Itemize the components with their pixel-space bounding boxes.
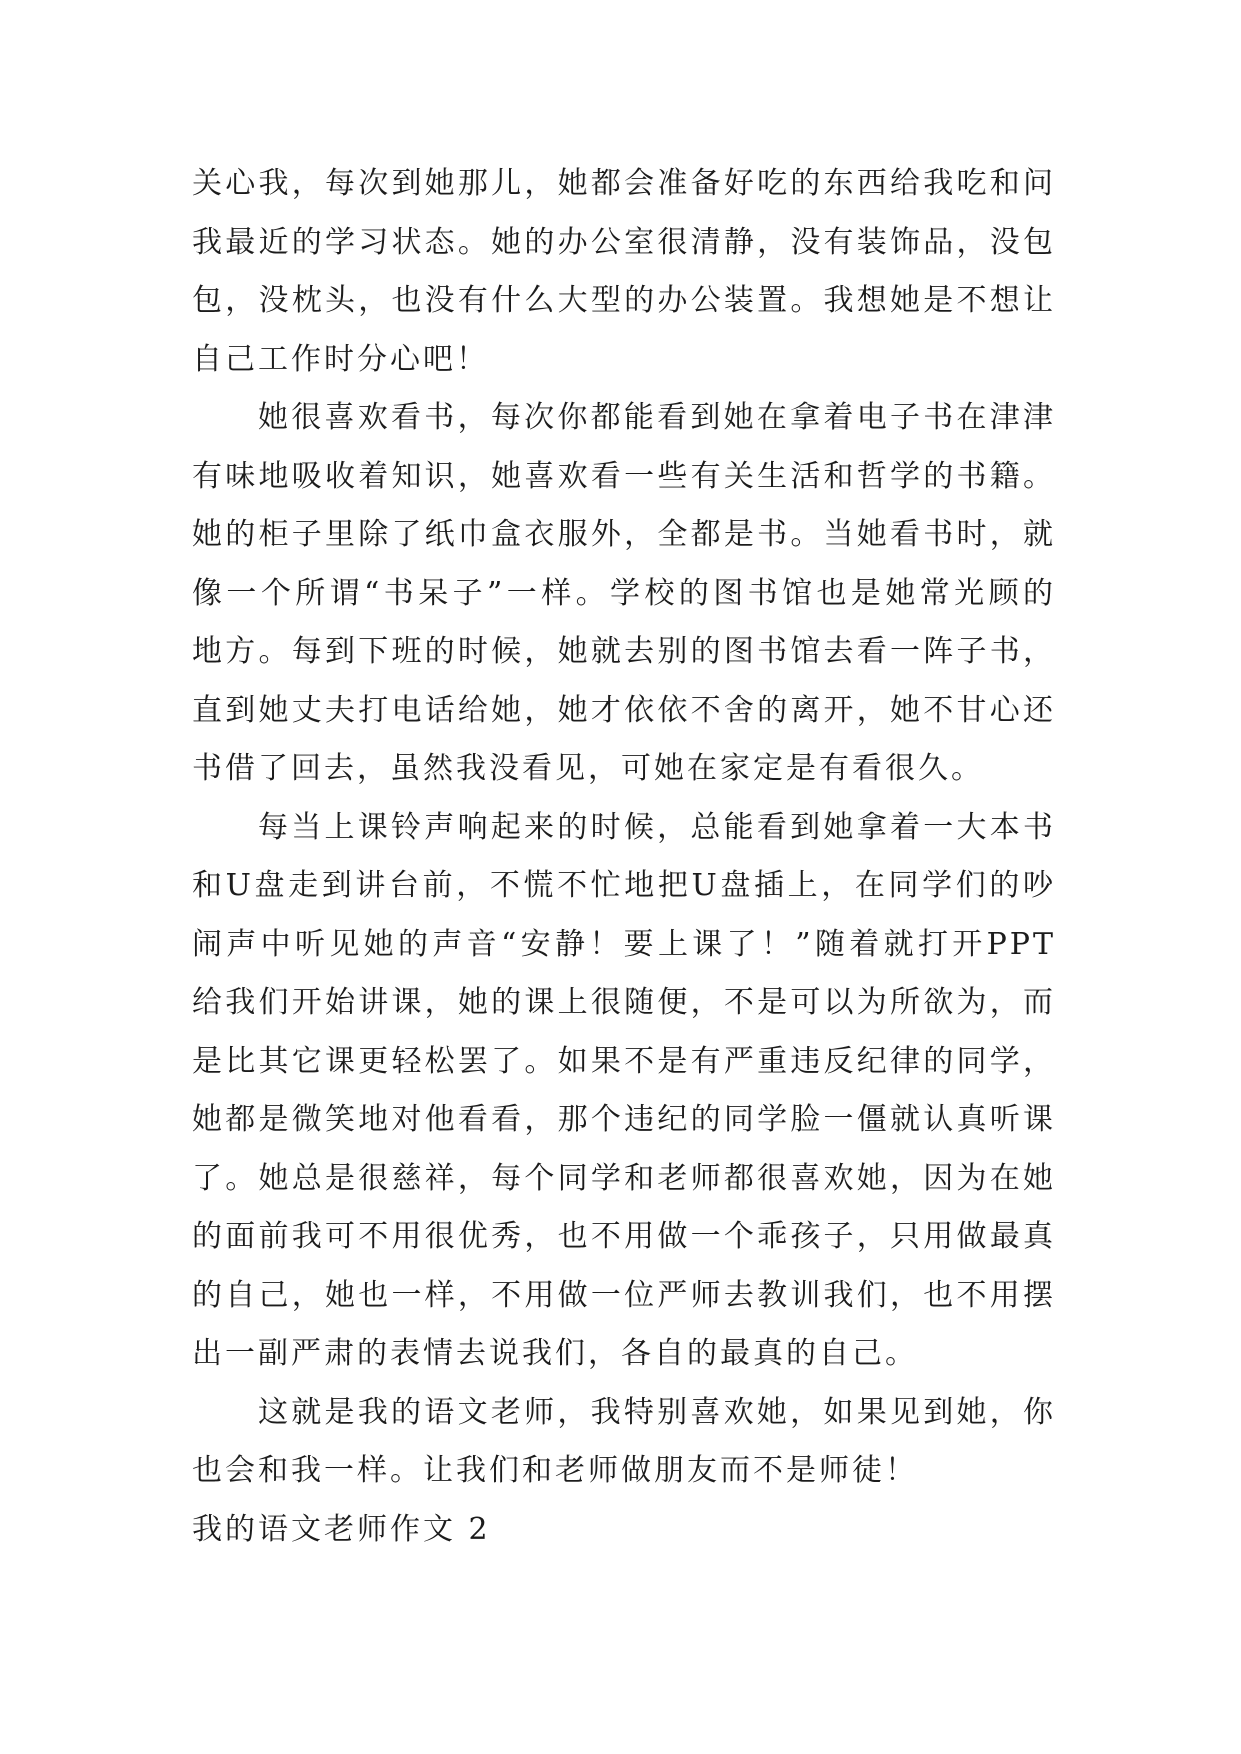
- text-line: 自己工作时分心吧！: [192, 341, 489, 377]
- text-line: 了。她总是很慈祥，每个同学和老师都很喜欢她，因为在她: [192, 1160, 1056, 1196]
- text-line: 也会和我一样。让我们和老师做朋友而不是师徒！: [192, 1453, 918, 1488]
- text-line: 书借了回去，虽然我没看见，可她在家定是有看很久。: [192, 751, 984, 786]
- text-line: 出一副严肃的表情去说我们，各自的最真的自己。: [192, 1336, 918, 1371]
- text-line: 关心我，每次到她那儿，她都会准备好吃的东西给我吃和问: [192, 166, 1056, 201]
- text-line: 直到她丈夫打电话给她，她才依依不舍的离开，她不甘心还: [192, 692, 1056, 728]
- text-line: 地方。每到下班的时候，她就去别的图书馆去看一阵子书，: [192, 634, 1056, 669]
- text-line: 这就是我的语文老师，我特别喜欢她，如果见到她，你: [258, 1394, 1056, 1430]
- paragraph-continuation: [192, 155, 1056, 389]
- text-line: 包，没枕头，也没有什么大型的办公装置。我想她是不想让: [192, 283, 1056, 318]
- paragraph-class: [192, 799, 1056, 1384]
- essay-title: 我的语文老师作文 2: [192, 1511, 491, 1547]
- text-line: 她很喜欢看书，每次你都能看到她在拿着电子书在津津: [258, 400, 1056, 435]
- paragraph-conclusion: [192, 1384, 1056, 1501]
- text-line: 的自己，她也一样，不用做一位严师去教训我们，也不用摆: [192, 1277, 1056, 1313]
- text-line: 闹声中听见她的声音“安静！要上课了！”随着就打开PPT: [192, 926, 1056, 962]
- text-line: 她都是微笑地对他看看，那个违纪的同学脸一僵就认真听课: [192, 1102, 1056, 1137]
- text-line: 像一个所谓“书呆子”一样。学校的图书馆也是她常光顾的: [192, 575, 1056, 611]
- text-line: 每当上课铃声响起来的时候，总能看到她拿着一大本书: [258, 809, 1056, 845]
- document-body: [192, 155, 1056, 1559]
- paragraph-reading: [192, 389, 1056, 799]
- text-line: 她的柜子里除了纸巾盒衣服外，全都是书。当她看书时，就: [192, 517, 1056, 552]
- text-line: 我最近的学习状态。她的办公室很清静，没有装饰品，没包: [192, 224, 1056, 260]
- text-line: 给我们开始讲课，她的课上很随便，不是可以为所欲为，而: [192, 985, 1056, 1020]
- text-line: 是比其它课更轻松罢了。如果不是有严重违反纪律的同学，: [192, 1043, 1056, 1079]
- text-line: 和U盘走到讲台前，不慌不忙地把U盘插上，在同学们的吵: [192, 868, 1056, 903]
- text-line: 有味地吸收着知识，她喜欢看一些有关生活和哲学的书籍。: [192, 458, 1056, 494]
- text-line: 的面前我可不用很优秀，也不用做一个乖孩子，只用做最真: [192, 1219, 1056, 1254]
